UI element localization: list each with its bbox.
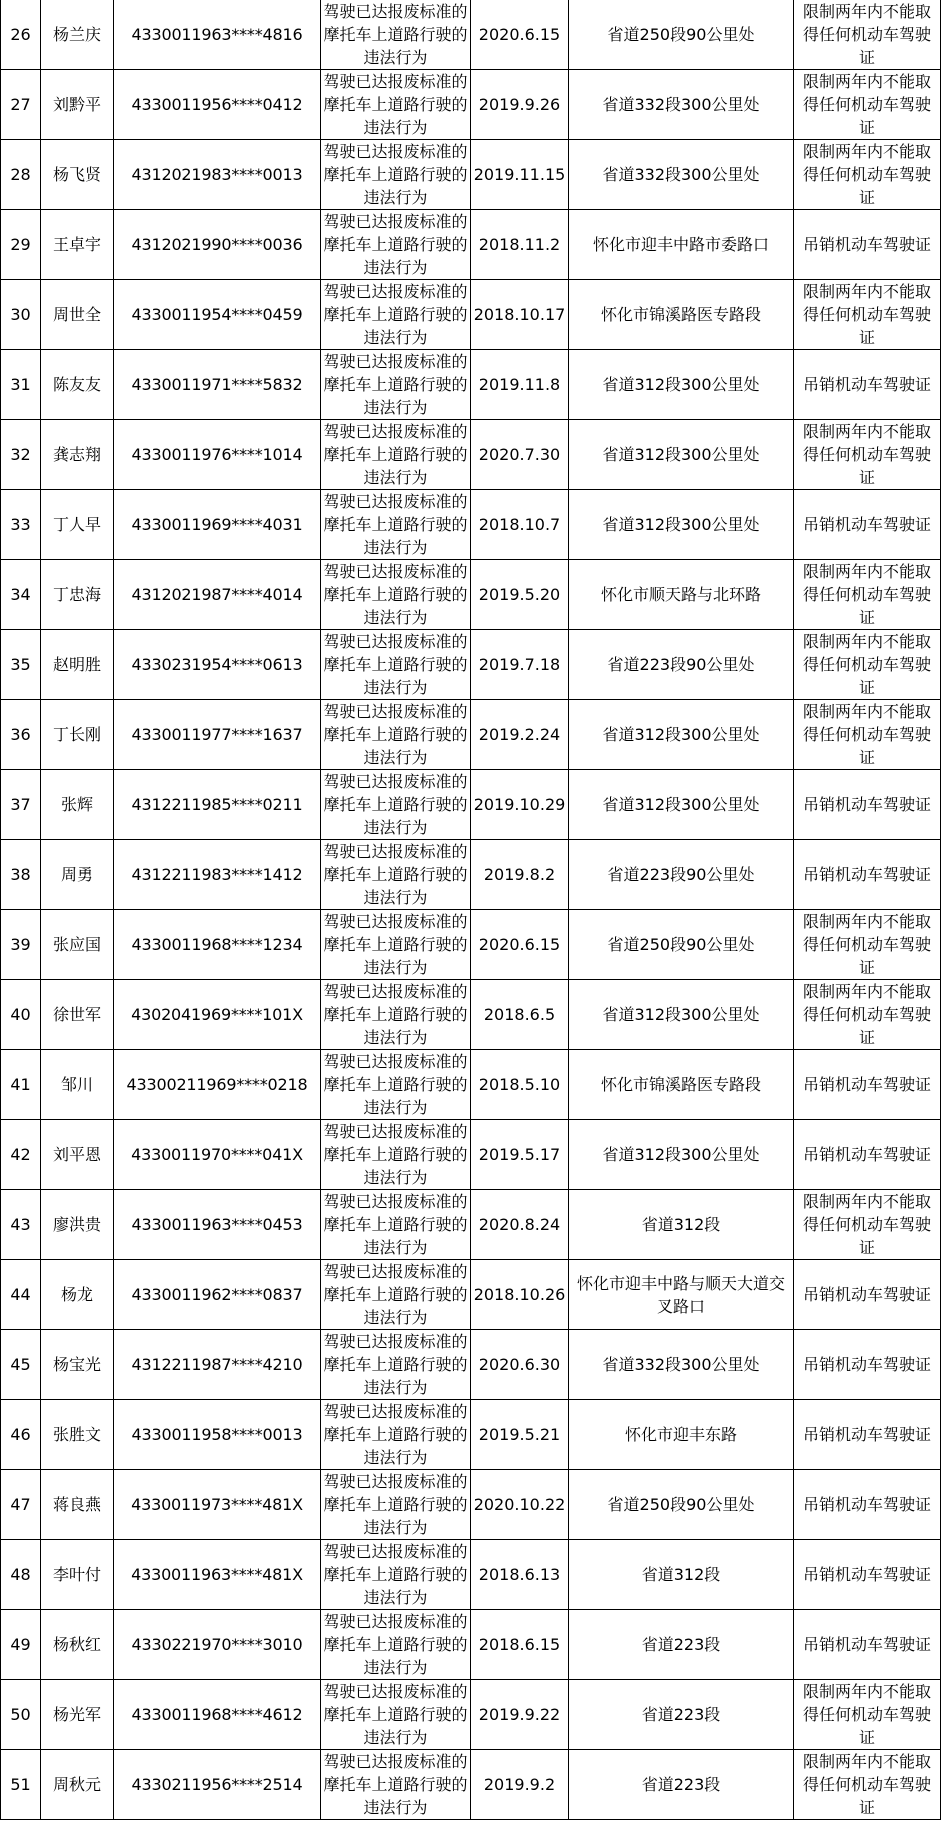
person-name-cell: 杨秋红 <box>41 1610 114 1680</box>
violation-date-cell: 2020.7.30 <box>471 420 569 490</box>
violation-date-cell: 2019.11.8 <box>471 350 569 420</box>
violation-location-cell: 省道223段90公里处 <box>569 840 794 910</box>
row-number-cell: 49 <box>1 1610 41 1680</box>
table-row <box>1 280 941 350</box>
violation-description-cell: 驾驶已达报废标准的摩托车上道路行驶的违法行为 <box>321 1260 471 1330</box>
violation-date-cell: 2018.6.13 <box>471 1540 569 1610</box>
table-row <box>1 1470 941 1540</box>
violation-description-cell: 驾驶已达报废标准的摩托车上道路行驶的违法行为 <box>321 630 471 700</box>
table-row <box>1 490 941 560</box>
id-number-cell: 4330221970****3010 <box>114 1610 321 1680</box>
violation-description-cell: 驾驶已达报废标准的摩托车上道路行驶的违法行为 <box>321 1330 471 1400</box>
id-number-cell: 4312021990****0036 <box>114 210 321 280</box>
table-row <box>1 350 941 420</box>
row-number-cell: 50 <box>1 1680 41 1750</box>
violation-description-cell: 驾驶已达报废标准的摩托车上道路行驶的违法行为 <box>321 1120 471 1190</box>
penalty-cell: 限制两年内不能取得任何机动车驾驶证 <box>794 140 941 210</box>
row-number-cell: 47 <box>1 1470 41 1540</box>
row-number-cell: 48 <box>1 1540 41 1610</box>
person-name-cell: 杨飞贤 <box>41 140 114 210</box>
violation-location-cell: 省道312段300公里处 <box>569 1120 794 1190</box>
id-number-cell: 4312211983****1412 <box>114 840 321 910</box>
violation-description-cell: 驾驶已达报废标准的摩托车上道路行驶的违法行为 <box>321 1680 471 1750</box>
violation-date-cell: 2019.9.26 <box>471 70 569 140</box>
row-number-cell: 26 <box>1 0 41 70</box>
row-number-cell: 27 <box>1 70 41 140</box>
id-number-cell: 4330011954****0459 <box>114 280 321 350</box>
table-row <box>1 840 941 910</box>
violation-location-cell: 省道332段300公里处 <box>569 1330 794 1400</box>
violation-date-cell: 2020.6.30 <box>471 1330 569 1400</box>
id-number-cell: 4312211985****0211 <box>114 770 321 840</box>
violation-date-cell: 2020.6.15 <box>471 0 569 70</box>
row-number-cell: 39 <box>1 910 41 980</box>
id-number-cell: 4330211956****2514 <box>114 1750 321 1820</box>
penalty-cell: 吊销机动车驾驶证 <box>794 840 941 910</box>
violation-description-cell: 驾驶已达报废标准的摩托车上道路行驶的违法行为 <box>321 1540 471 1610</box>
table-row <box>1 1750 941 1820</box>
violation-date-cell: 2020.8.24 <box>471 1190 569 1260</box>
violation-description-cell: 驾驶已达报废标准的摩托车上道路行驶的违法行为 <box>321 700 471 770</box>
id-number-cell: 43300211969****0218 <box>114 1050 321 1120</box>
person-name-cell: 杨龙 <box>41 1260 114 1330</box>
table-row <box>1 560 941 630</box>
row-number-cell: 38 <box>1 840 41 910</box>
violation-location-cell: 省道312段 <box>569 1540 794 1610</box>
violation-location-cell: 省道250段90公里处 <box>569 0 794 70</box>
table-row <box>1 0 941 70</box>
table-row <box>1 140 941 210</box>
row-number-cell: 33 <box>1 490 41 560</box>
violation-description-cell: 驾驶已达报废标准的摩托车上道路行驶的违法行为 <box>321 280 471 350</box>
row-number-cell: 32 <box>1 420 41 490</box>
table-row <box>1 1610 941 1680</box>
penalty-cell: 吊销机动车驾驶证 <box>794 770 941 840</box>
id-number-cell: 4330011956****0412 <box>114 70 321 140</box>
penalty-cell: 吊销机动车驾驶证 <box>794 210 941 280</box>
violation-location-cell: 怀化市迎丰中路与顺天大道交叉路口 <box>569 1260 794 1330</box>
violation-location-cell: 省道223段90公里处 <box>569 630 794 700</box>
row-number-cell: 28 <box>1 140 41 210</box>
penalty-cell: 限制两年内不能取得任何机动车驾驶证 <box>794 1190 941 1260</box>
id-number-cell: 4312021983****0013 <box>114 140 321 210</box>
violation-date-cell: 2019.7.18 <box>471 630 569 700</box>
penalty-cell: 限制两年内不能取得任何机动车驾驶证 <box>794 280 941 350</box>
id-number-cell: 4330011958****0013 <box>114 1400 321 1470</box>
person-name-cell: 邹川 <box>41 1050 114 1120</box>
id-number-cell: 4330011977****1637 <box>114 700 321 770</box>
penalty-cell: 吊销机动车驾驶证 <box>794 350 941 420</box>
penalty-cell: 吊销机动车驾驶证 <box>794 1120 941 1190</box>
id-number-cell: 4330011970****041X <box>114 1120 321 1190</box>
violation-location-cell: 省道312段300公里处 <box>569 770 794 840</box>
violation-date-cell: 2019.2.24 <box>471 700 569 770</box>
violation-description-cell: 驾驶已达报废标准的摩托车上道路行驶的违法行为 <box>321 910 471 980</box>
row-number-cell: 51 <box>1 1750 41 1820</box>
violation-description-cell: 驾驶已达报废标准的摩托车上道路行驶的违法行为 <box>321 1750 471 1820</box>
violation-location-cell: 省道312段300公里处 <box>569 490 794 560</box>
table-row <box>1 630 941 700</box>
table-row <box>1 1400 941 1470</box>
violation-location-cell: 省道332段300公里处 <box>569 140 794 210</box>
row-number-cell: 44 <box>1 1260 41 1330</box>
id-number-cell: 4330011968****4612 <box>114 1680 321 1750</box>
penalty-cell: 吊销机动车驾驶证 <box>794 1470 941 1540</box>
row-number-cell: 31 <box>1 350 41 420</box>
table-row <box>1 210 941 280</box>
id-number-cell: 4302041969****101X <box>114 980 321 1050</box>
violation-description-cell: 驾驶已达报废标准的摩托车上道路行驶的违法行为 <box>321 770 471 840</box>
penalty-cell: 限制两年内不能取得任何机动车驾驶证 <box>794 980 941 1050</box>
violation-location-cell: 省道223段 <box>569 1680 794 1750</box>
id-number-cell: 4330011963****481X <box>114 1540 321 1610</box>
violation-description-cell: 驾驶已达报废标准的摩托车上道路行驶的违法行为 <box>321 140 471 210</box>
row-number-cell: 46 <box>1 1400 41 1470</box>
violation-description-cell: 驾驶已达报废标准的摩托车上道路行驶的违法行为 <box>321 840 471 910</box>
person-name-cell: 张胜文 <box>41 1400 114 1470</box>
table-row <box>1 70 941 140</box>
penalty-cell: 吊销机动车驾驶证 <box>794 1400 941 1470</box>
violation-date-cell: 2019.11.15 <box>471 140 569 210</box>
row-number-cell: 30 <box>1 280 41 350</box>
person-name-cell: 周世全 <box>41 280 114 350</box>
person-name-cell: 蒋良燕 <box>41 1470 114 1540</box>
table-row <box>1 700 941 770</box>
violation-description-cell: 驾驶已达报废标准的摩托车上道路行驶的违法行为 <box>321 1190 471 1260</box>
row-number-cell: 37 <box>1 770 41 840</box>
person-name-cell: 李叶付 <box>41 1540 114 1610</box>
person-name-cell: 陈友友 <box>41 350 114 420</box>
violation-date-cell: 2019.5.20 <box>471 560 569 630</box>
id-number-cell: 4312021987****4014 <box>114 560 321 630</box>
penalty-cell: 吊销机动车驾驶证 <box>794 490 941 560</box>
person-name-cell: 赵明胜 <box>41 630 114 700</box>
person-name-cell: 丁忠海 <box>41 560 114 630</box>
violation-description-cell: 驾驶已达报废标准的摩托车上道路行驶的违法行为 <box>321 350 471 420</box>
table-row <box>1 1190 941 1260</box>
person-name-cell: 杨宝光 <box>41 1330 114 1400</box>
id-number-cell: 4330011973****481X <box>114 1470 321 1540</box>
violation-location-cell: 省道332段300公里处 <box>569 70 794 140</box>
row-number-cell: 43 <box>1 1190 41 1260</box>
penalty-cell: 限制两年内不能取得任何机动车驾驶证 <box>794 700 941 770</box>
violation-description-cell: 驾驶已达报废标准的摩托车上道路行驶的违法行为 <box>321 1400 471 1470</box>
violation-date-cell: 2019.8.2 <box>471 840 569 910</box>
person-name-cell: 杨兰庆 <box>41 0 114 70</box>
person-name-cell: 王卓宇 <box>41 210 114 280</box>
violation-location-cell: 怀化市顺天路与北环路 <box>569 560 794 630</box>
id-number-cell: 4330011963****4816 <box>114 0 321 70</box>
violation-location-cell: 怀化市锦溪路医专路段 <box>569 280 794 350</box>
violation-location-cell: 省道312段300公里处 <box>569 700 794 770</box>
person-name-cell: 丁人早 <box>41 490 114 560</box>
violation-date-cell: 2019.5.21 <box>471 1400 569 1470</box>
violation-date-cell: 2019.5.17 <box>471 1120 569 1190</box>
violation-description-cell: 驾驶已达报废标准的摩托车上道路行驶的违法行为 <box>321 980 471 1050</box>
row-number-cell: 36 <box>1 700 41 770</box>
id-number-cell: 4330011969****4031 <box>114 490 321 560</box>
violation-date-cell: 2020.10.22 <box>471 1470 569 1540</box>
table-row <box>1 1680 941 1750</box>
id-number-cell: 4312211987****4210 <box>114 1330 321 1400</box>
penalty-cell: 吊销机动车驾驶证 <box>794 1260 941 1330</box>
row-number-cell: 40 <box>1 980 41 1050</box>
penalty-cell: 吊销机动车驾驶证 <box>794 1330 941 1400</box>
violation-date-cell: 2018.6.15 <box>471 1610 569 1680</box>
person-name-cell: 杨光军 <box>41 1680 114 1750</box>
person-name-cell: 张辉 <box>41 770 114 840</box>
violation-location-cell: 省道312段300公里处 <box>569 350 794 420</box>
penalty-cell: 限制两年内不能取得任何机动车驾驶证 <box>794 70 941 140</box>
table-row <box>1 980 941 1050</box>
violation-date-cell: 2019.9.22 <box>471 1680 569 1750</box>
violation-location-cell: 怀化市迎丰中路市委路口 <box>569 210 794 280</box>
table-row <box>1 1260 941 1330</box>
violation-description-cell: 驾驶已达报废标准的摩托车上道路行驶的违法行为 <box>321 560 471 630</box>
person-name-cell: 廖洪贵 <box>41 1190 114 1260</box>
violation-location-cell: 省道312段 <box>569 1190 794 1260</box>
violation-description-cell: 驾驶已达报废标准的摩托车上道路行驶的违法行为 <box>321 0 471 70</box>
penalty-cell: 吊销机动车驾驶证 <box>794 1540 941 1610</box>
person-name-cell: 刘黔平 <box>41 70 114 140</box>
row-number-cell: 41 <box>1 1050 41 1120</box>
violation-description-cell: 驾驶已达报废标准的摩托车上道路行驶的违法行为 <box>321 1470 471 1540</box>
penalty-cell: 限制两年内不能取得任何机动车驾驶证 <box>794 630 941 700</box>
person-name-cell: 龚志翔 <box>41 420 114 490</box>
violation-date-cell: 2018.10.17 <box>471 280 569 350</box>
row-number-cell: 35 <box>1 630 41 700</box>
violation-description-cell: 驾驶已达报废标准的摩托车上道路行驶的违法行为 <box>321 420 471 490</box>
violation-location-cell: 怀化市迎丰东路 <box>569 1400 794 1470</box>
violation-date-cell: 2018.5.10 <box>471 1050 569 1120</box>
id-number-cell: 4330231954****0613 <box>114 630 321 700</box>
violation-description-cell: 驾驶已达报废标准的摩托车上道路行驶的违法行为 <box>321 490 471 560</box>
penalty-cell: 限制两年内不能取得任何机动车驾驶证 <box>794 420 941 490</box>
penalty-cell: 限制两年内不能取得任何机动车驾驶证 <box>794 1680 941 1750</box>
person-name-cell: 张应国 <box>41 910 114 980</box>
id-number-cell: 4330011963****0453 <box>114 1190 321 1260</box>
id-number-cell: 4330011962****0837 <box>114 1260 321 1330</box>
table-row <box>1 420 941 490</box>
person-name-cell: 徐世军 <box>41 980 114 1050</box>
violation-description-cell: 驾驶已达报废标准的摩托车上道路行驶的违法行为 <box>321 70 471 140</box>
penalty-cell: 限制两年内不能取得任何机动车驾驶证 <box>794 1750 941 1820</box>
violation-date-cell: 2019.10.29 <box>471 770 569 840</box>
penalty-cell: 限制两年内不能取得任何机动车驾驶证 <box>794 560 941 630</box>
table-row <box>1 1050 941 1120</box>
violation-date-cell: 2018.10.7 <box>471 490 569 560</box>
id-number-cell: 4330011971****5832 <box>114 350 321 420</box>
violation-description-cell: 驾驶已达报废标准的摩托车上道路行驶的违法行为 <box>321 210 471 280</box>
row-number-cell: 45 <box>1 1330 41 1400</box>
violation-location-cell: 省道312段300公里处 <box>569 420 794 490</box>
violation-description-cell: 驾驶已达报废标准的摩托车上道路行驶的违法行为 <box>321 1050 471 1120</box>
penalty-cell: 吊销机动车驾驶证 <box>794 1610 941 1680</box>
penalty-cell: 限制两年内不能取得任何机动车驾驶证 <box>794 0 941 70</box>
violation-location-cell: 怀化市锦溪路医专路段 <box>569 1050 794 1120</box>
violation-location-cell: 省道223段 <box>569 1610 794 1680</box>
penalty-cell: 限制两年内不能取得任何机动车驾驶证 <box>794 910 941 980</box>
violation-location-cell: 省道250段90公里处 <box>569 1470 794 1540</box>
person-name-cell: 丁长刚 <box>41 700 114 770</box>
id-number-cell: 4330011968****1234 <box>114 910 321 980</box>
violation-date-cell: 2018.6.5 <box>471 980 569 1050</box>
table-row <box>1 1540 941 1610</box>
row-number-cell: 29 <box>1 210 41 280</box>
row-number-cell: 34 <box>1 560 41 630</box>
row-number-cell: 42 <box>1 1120 41 1190</box>
table-body <box>1 0 941 1820</box>
table-row <box>1 1330 941 1400</box>
violation-description-cell: 驾驶已达报废标准的摩托车上道路行驶的违法行为 <box>321 1610 471 1680</box>
violation-date-cell: 2018.11.2 <box>471 210 569 280</box>
violation-location-cell: 省道223段 <box>569 1750 794 1820</box>
table-row <box>1 770 941 840</box>
person-name-cell: 刘平恩 <box>41 1120 114 1190</box>
violation-location-cell: 省道312段300公里处 <box>569 980 794 1050</box>
table-row <box>1 1120 941 1190</box>
penalty-cell: 吊销机动车驾驶证 <box>794 1050 941 1120</box>
violation-location-cell: 省道250段90公里处 <box>569 910 794 980</box>
violation-date-cell: 2019.9.2 <box>471 1750 569 1820</box>
person-name-cell: 周秋元 <box>41 1750 114 1820</box>
violation-date-cell: 2018.10.26 <box>471 1260 569 1330</box>
id-number-cell: 4330011976****1014 <box>114 420 321 490</box>
table-row <box>1 910 941 980</box>
violation-date-cell: 2020.6.15 <box>471 910 569 980</box>
person-name-cell: 周勇 <box>41 840 114 910</box>
